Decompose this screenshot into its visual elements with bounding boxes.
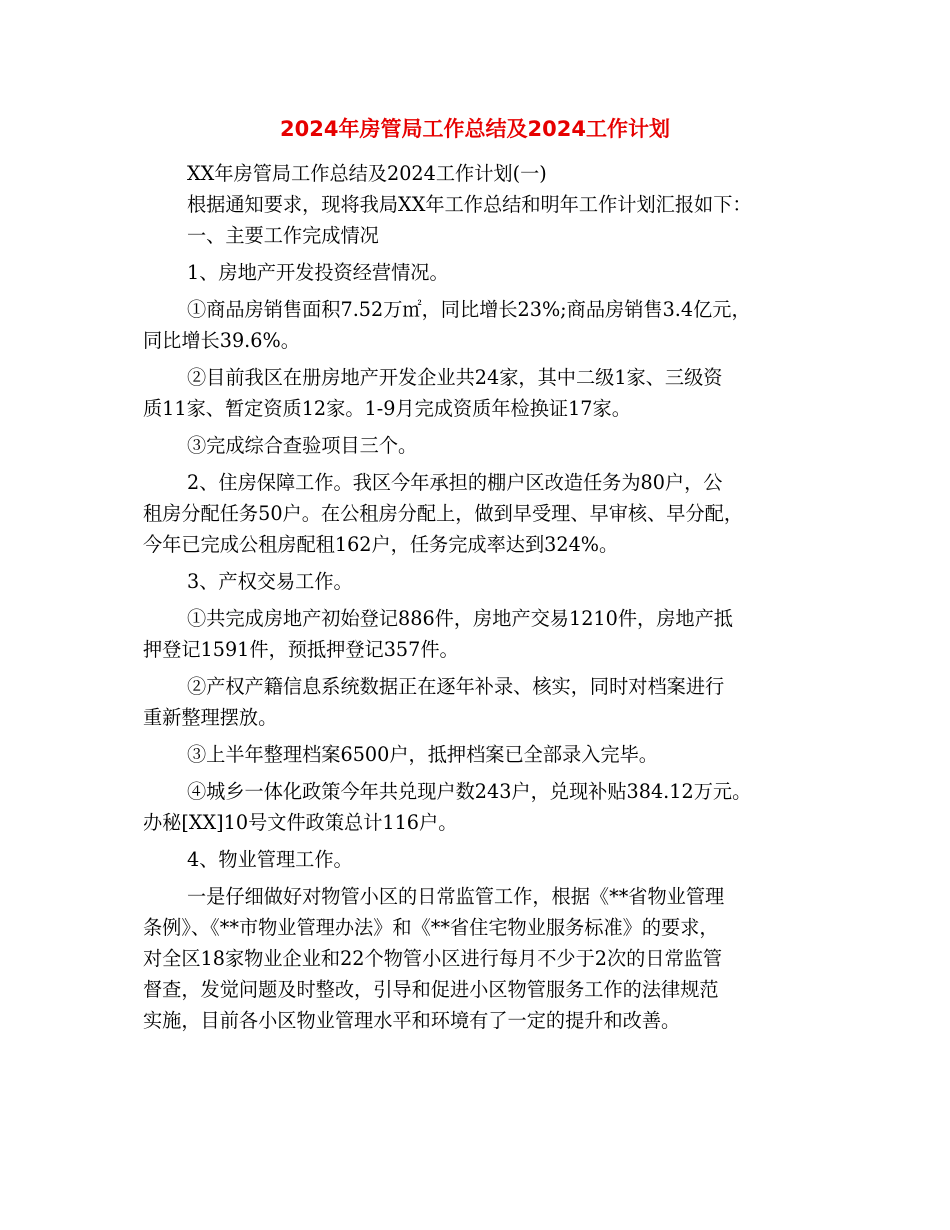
paragraph-line: 对全区18家物业企业和22个物管小区进行每月不少于2次的日常监管 <box>143 947 723 970</box>
paragraph-line: ②目前我区在册房地产开发企业共24家，其中二级1家、三级资 <box>187 366 723 389</box>
document-body <box>143 158 823 1036</box>
paragraph-line: 重新整理摆放。 <box>143 706 278 729</box>
item-heading: 3、产权交易工作。 <box>187 570 353 593</box>
paragraph-line: ③完成综合查验项目三个。 <box>187 434 418 457</box>
paragraph-line: 今年已完成公租房配租162户，任务完成率达到324%。 <box>143 533 619 556</box>
paragraph-line: ①共完成房地产初始登记886件，房地产交易1210件，房地产抵 <box>187 607 733 630</box>
paragraph-line: 条例》、《**市物业管理办法》和《**省住宅物业服务标准》的要求， <box>143 916 719 939</box>
intro-paragraph: 根据通知要求，现将我局XX年工作总结和明年工作计划汇报如下： <box>187 193 752 216</box>
paragraph-line: ④城乡一体化政策今年共兑现户数243户，兑现补贴384.12万元。 <box>187 780 752 803</box>
item-heading: 1、房地产开发投资经营情况。 <box>187 261 449 284</box>
main-heading: 一、主要工作完成情况 <box>187 224 379 247</box>
section-heading: XX年房管局工作总结及2024工作计划(一) <box>187 162 547 185</box>
document-title: 2024年房管局工作总结及2024工作计划 <box>280 117 670 141</box>
paragraph-line: ①商品房销售面积7.52万㎡，同比增长23%;商品房销售3.4亿元， <box>187 298 751 321</box>
paragraph-line: 同比增长39.6%。 <box>143 329 300 352</box>
paragraph-line: 租房分配任务50户。在公租房分配上，做到早受理、早审核、早分配， <box>143 502 744 525</box>
paragraph-line: ②产权产籍信息系统数据正在逐年补录、核实，同时对档案进行 <box>187 675 725 698</box>
paragraph-line: 押登记1591件，预抵押登记357件。 <box>143 638 459 661</box>
paragraph-line: 2、住房保障工作。我区今年承担的棚户区改造任务为80户，公 <box>187 471 723 494</box>
paragraph-line: 实施，目前各小区物业管理水平和环境有了一定的提升和改善。 <box>143 1009 681 1032</box>
paragraph-line: 质11家、暂定资质12家。1-9月完成资质年检换证17家。 <box>143 397 631 420</box>
paragraph-line: 一是仔细做好对物管小区的日常监管工作，根据《**省物业管理 <box>187 885 725 908</box>
paragraph-line: 办秘[XX]10号文件政策总计116户。 <box>143 811 458 834</box>
paragraph-line: ③上半年整理档案6500户，抵押档案已全部录入完毕。 <box>187 743 658 766</box>
item-heading: 4、物业管理工作。 <box>187 848 353 871</box>
paragraph-line: 督查，发觉问题及时整改，引导和促进小区物管服务工作的法律规范 <box>143 978 719 1001</box>
